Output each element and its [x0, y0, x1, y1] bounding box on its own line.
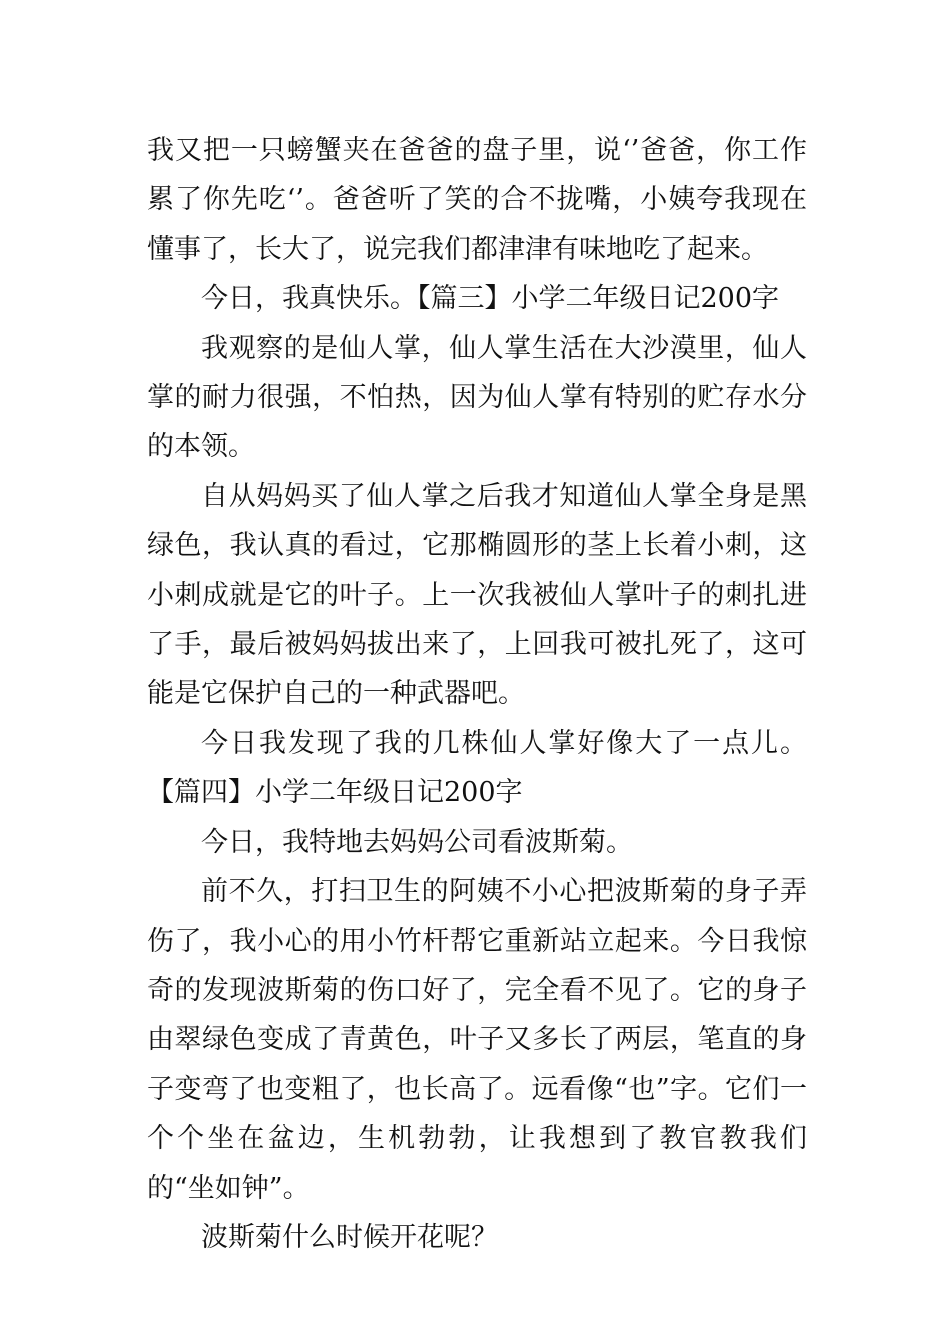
paragraph-happy-day: 今日，我真快乐。【篇三】小学二年级日记200字: [201, 283, 780, 315]
paragraph-cactus-intro: 我观察的是仙人掌，仙人掌生活在大沙漠里，仙人掌的耐力很强，不怕热，因为仙人掌有特别的贮存水分的本领。: [147, 332, 807, 463]
paragraph-cactus-growth: 今日我发现了我的几株仙人掌好像大了一点儿。【篇四】小学二年级日记200字: [147, 727, 807, 809]
document-body: [147, 126, 807, 1262]
paragraph-cactus-detail: 自从妈妈买了仙人掌之后我才知道仙人掌全身是黑绿色，我认真的看过，它那椭圆形的茎上长着小刺，这小刺成就是它的叶子。上一次我被仙人掌叶子的刺扎进了手，最后被妈妈拔出来了，上回我可被扎死了，这可能是它保护自己的一种武器吧。: [147, 480, 807, 710]
paragraph-cosmos-visit: 今日，我特地去妈妈公司看波斯菊。: [201, 826, 633, 858]
paragraph-crab-continuation: 我又把一只螃蟹夹在爸爸的盘子里，说‘’爸爸，你工作累了你先吃‘’。爸爸听了笑的合不拢嘴，小姨夸我现在懂事了，长大了，说完我们都津津有味地吃了起来。: [147, 135, 807, 265]
paragraph-cosmos-question: 波斯菊什么时候开花呢？: [201, 1221, 498, 1253]
paragraph-cosmos-detail: 前不久，打扫卫生的阿姨不小心把波斯菊的身子弄伤了，我小心的用小竹杆帮它重新站立起来。今日我惊奇的发现波斯菊的伤口好了，完全看不见了。它的身子由翠绿色变成了青黄色，叶子又多长了两层，笔直的身子变弯了也变粗了，也长高了。远看像“也”字。它们一个个坐在盆边，生机勃勃，让我想到了教官教我们的“坐如钟”。: [147, 876, 807, 1204]
